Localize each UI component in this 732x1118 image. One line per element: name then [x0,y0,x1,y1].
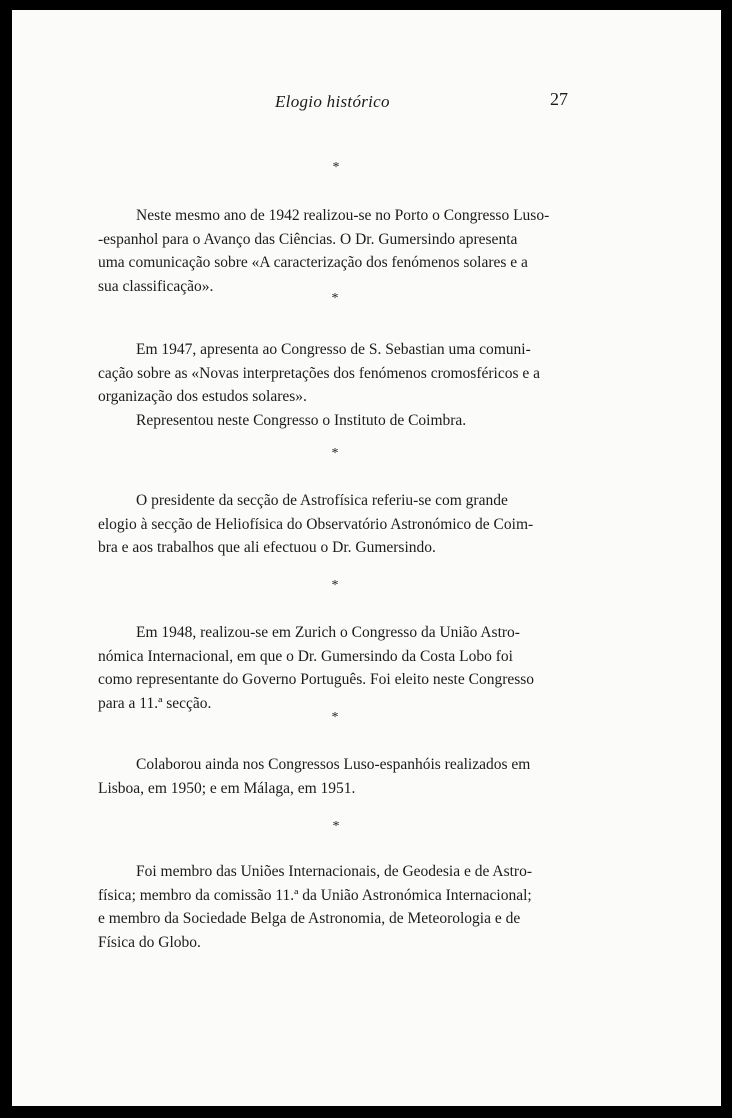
section-separator: * [331,710,339,725]
text-line: cação sobre as «Novas interpretações dos fenómenos cromosféricos e a [98,364,541,382]
section-separator: * [331,446,339,461]
paragraph-1947-congress [98,338,570,432]
text-line: Colaborou ainda nos Congressos Luso-espanhóis realizados em [136,756,531,773]
text-line: organização dos estudos solares». [98,388,307,405]
text-line: Em 1947, apresenta ao Congresso de S. Sebastian uma comuni- [136,341,531,358]
text-line: uma comunicação sobre «A caracterização dos fenómenos solares e a [98,254,528,271]
section-separator: * [332,160,340,175]
paragraph-1942-congress [98,204,570,298]
text-line: nómica Internacional, em que o Dr. Gumersindo da Costa Lobo foi [98,647,513,665]
section-separator: * [331,291,339,306]
section-separator: * [331,578,339,593]
text-line: Neste mesmo ano de 1942 realizou-se no Porto o Congresso Luso- [136,207,550,224]
running-header-title: Elogio histórico [275,92,390,111]
text-line: bra e aos trabalhos que ali efectuou o Dr. Gumersindo. [98,539,436,556]
text-line: e membro da Sociedade Belga de Astronomia, de Meteorologia e de [98,910,521,927]
text-line: O presidente da secção de Astrofísica referiu-se com grande [136,492,508,509]
text-line: Representou neste Congresso o Instituto de Coimbra. [136,411,467,429]
text-line: Foi membro das Uniões Internacionais, de Geodesia e de Astro- [136,863,533,880]
text-line: -espanhol para o Avanço das Ciências. O Dr. Gumersindo apresenta [98,230,518,248]
text-line: sua classificação». [98,277,214,295]
text-line: Física do Globo. [98,933,201,951]
paragraph-1948-zurich [98,621,570,715]
text-line: elogio à secção de Heliofísica do Observatório Astronómico de Coim- [98,515,534,533]
section-separator: * [332,819,340,834]
paragraph-luso-spanish-congresses [98,753,570,800]
text-line: Em 1948, realizou-se em Zurich o Congresso da União Astro- [136,624,520,641]
paragraph-memberships [98,860,570,954]
text-line: como representante do Governo Português. Foi eleito neste Congresso [98,671,535,688]
text-line: física; membro da comissão 11.ª da União Astronómica Internacional; [98,886,532,904]
text-line: Lisboa, em 1950; e em Málaga, em 1951. [98,779,356,797]
paragraph-astrophysics-section [98,489,570,560]
page-number: 27 [550,89,568,109]
text-line: para a 11.ª secção. [98,694,212,712]
